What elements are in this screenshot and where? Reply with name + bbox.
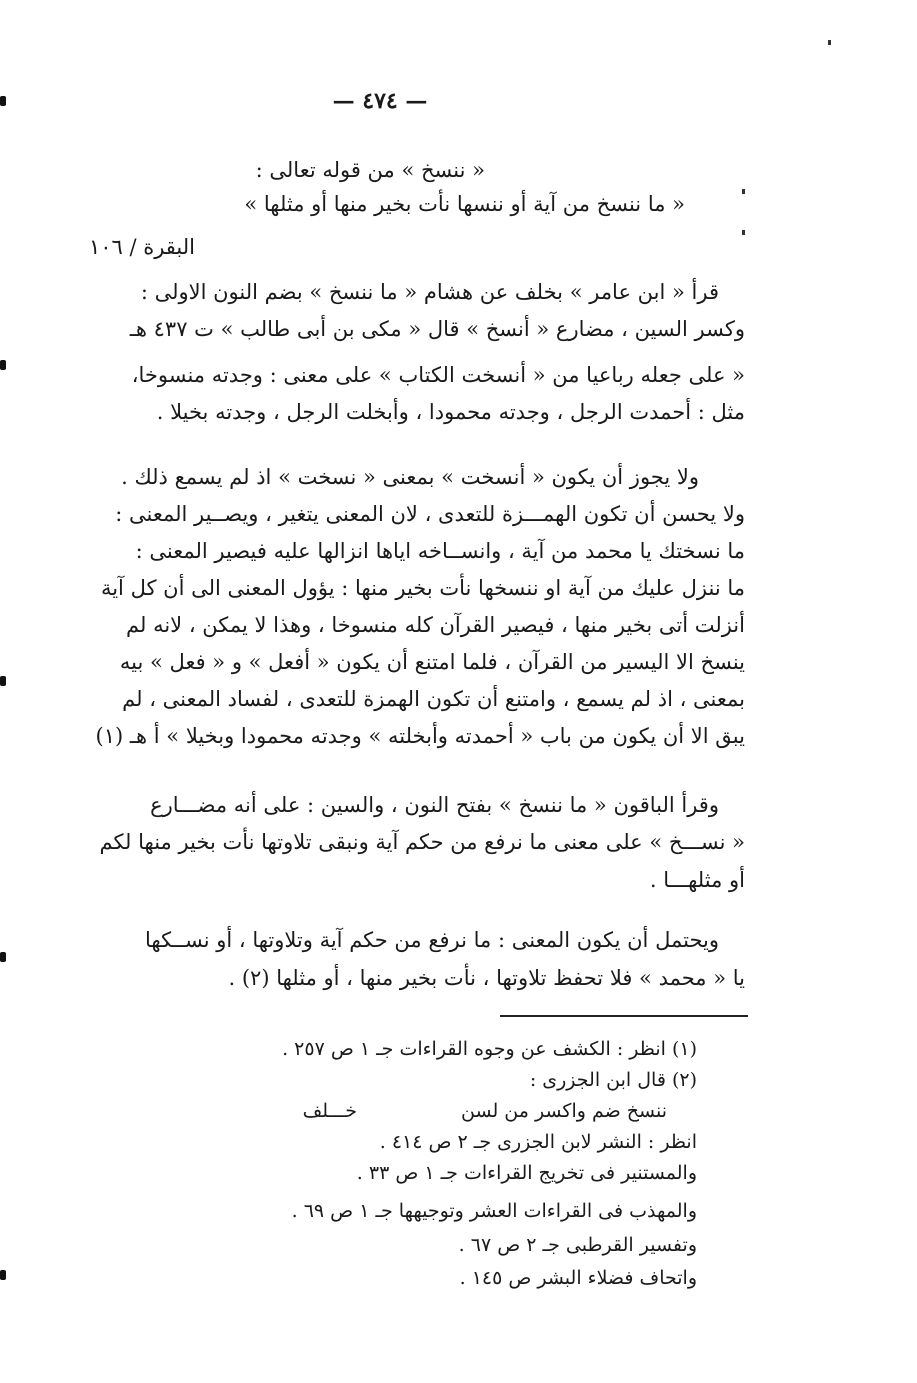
footnote-1: (١) انظر : الكشف عن وجوه القراءات جـ ١ ص ٢٥٧ .	[282, 1038, 697, 1060]
footnote-verse-right: ننسخ ضم واكسر من لسن	[461, 1100, 667, 1122]
footnote-2-heading: (٢) قال ابن الجزرى :	[529, 1069, 697, 1091]
para2-line-5: أنزلت أتى بخير منها ، فيصير القرآن كله منسوخا ، وهذا لا يمكن ، لانه لم	[126, 613, 745, 637]
para4-line-2: يا « محمد » فلا تحفظ تلاوتها ، نأت بخير منها ، أو مثلها (٢) .	[228, 966, 745, 990]
sura-reference: البقرة / ١٠٦	[88, 235, 195, 259]
para2-line-4: ما ننزل عليك من آية او ننسخها نأت بخير منها : يؤول المعنى الى أن كل آية	[100, 576, 745, 600]
scan-mark	[0, 952, 6, 962]
footnote-ref-2: والمستنير فى تخريج القراءات جـ ١ ص ٣٣ .	[356, 1162, 697, 1184]
scan-mark	[0, 96, 6, 106]
para2-line-2: ولا يحسن أن تكون الهمـــزة للتعدى ، لان المعنى يتغير ، ويصــير المعنى :	[115, 502, 745, 526]
footnote-ref-5: واتحاف فضلاء البشر ص ١٤٥ .	[459, 1267, 697, 1289]
para1-line-1: قرأ « ابن عامر » بخلف عن هشام « ما ننسخ » بضم النون الاولى :	[140, 280, 719, 304]
para1-line-4: مثل : أحمدت الرجل ، وجدته محمودا ، وأبخلت الرجل ، وجدته بخيلا .	[156, 400, 745, 424]
para3-line-2: « نســـخ » على معنى ما نرفع من حكم آية ونبقى تلاوتها نأت بخير منها لكم	[99, 830, 745, 854]
para2-line-8: يبق الا أن يكون من باب « أحمدته وأبخلته » وجدته محمودا وبخيلا » أ هـ (١)	[95, 724, 745, 748]
para3-line-3: أو مثلهـــا .	[649, 868, 745, 892]
scan-mark	[0, 676, 6, 686]
scan-mark	[0, 1270, 6, 1280]
para2-line-6: ينسخ الا اليسير من القرآن ، فلما امتنع أن يكون « أفعل » و « فعل » بيه	[119, 650, 745, 674]
footnote-ref-1: انظر : النشر لابن الجزرى جـ ٢ ص ٤١٤ .	[379, 1131, 697, 1153]
intro-line-1: « ننسخ » من قوله تعالى :	[255, 158, 485, 182]
scan-speck	[742, 189, 745, 194]
para1-line-3: « على جعله رباعيا من « أنسخت الكتاب » على معنى : وجدته منسوخا،	[131, 363, 745, 387]
scan-mark	[0, 360, 6, 370]
para2-line-7: بمعنى ، اذ لم يسمع ، وامتنع أن تكون الهمزة للتعدى ، لفساد المعنى ، لم	[122, 687, 745, 711]
intro-line-2: « ما ننسخ من آية أو ننسها نأت بخير منها أو مثلها »	[244, 192, 685, 216]
para3-line-1: وقرأ الباقون « ما ننسخ » بفتح النون ، والسين : على أنه مضـــارع	[150, 793, 719, 817]
page-number: — ٤٧٤ —	[332, 88, 428, 114]
scan-speck	[828, 40, 831, 45]
para2-line-3: ما نسختك يا محمد من آية ، وانســاخه اياها انزالها عليه فيصير المعنى :	[135, 539, 745, 563]
footnote-separator	[500, 1015, 748, 1017]
footnote-verse-left: خـــلف	[302, 1100, 357, 1122]
para4-line-1: ويحتمل أن يكون المعنى : ما نرفع من حكم آية وتلاوتها ، أو نســكها	[144, 928, 719, 952]
para2-line-1: ولا يجوز أن يكون « أنسخت » بمعنى « نسخت » اذ لم يسمع ذلك .	[121, 465, 699, 489]
footnote-ref-4: وتفسير القرطبى جـ ٢ ص ٦٧ .	[458, 1234, 697, 1256]
scan-speck	[742, 230, 745, 235]
footnote-ref-3: والمهذب فى القراءات العشر وتوجيهها جـ ١ ص ٦٩ .	[291, 1200, 697, 1222]
para1-line-2: وكسر السين ، مضارع « أنسخ » قال « مكى بن أبى طالب » ت ٤٣٧ هـ	[129, 317, 745, 341]
